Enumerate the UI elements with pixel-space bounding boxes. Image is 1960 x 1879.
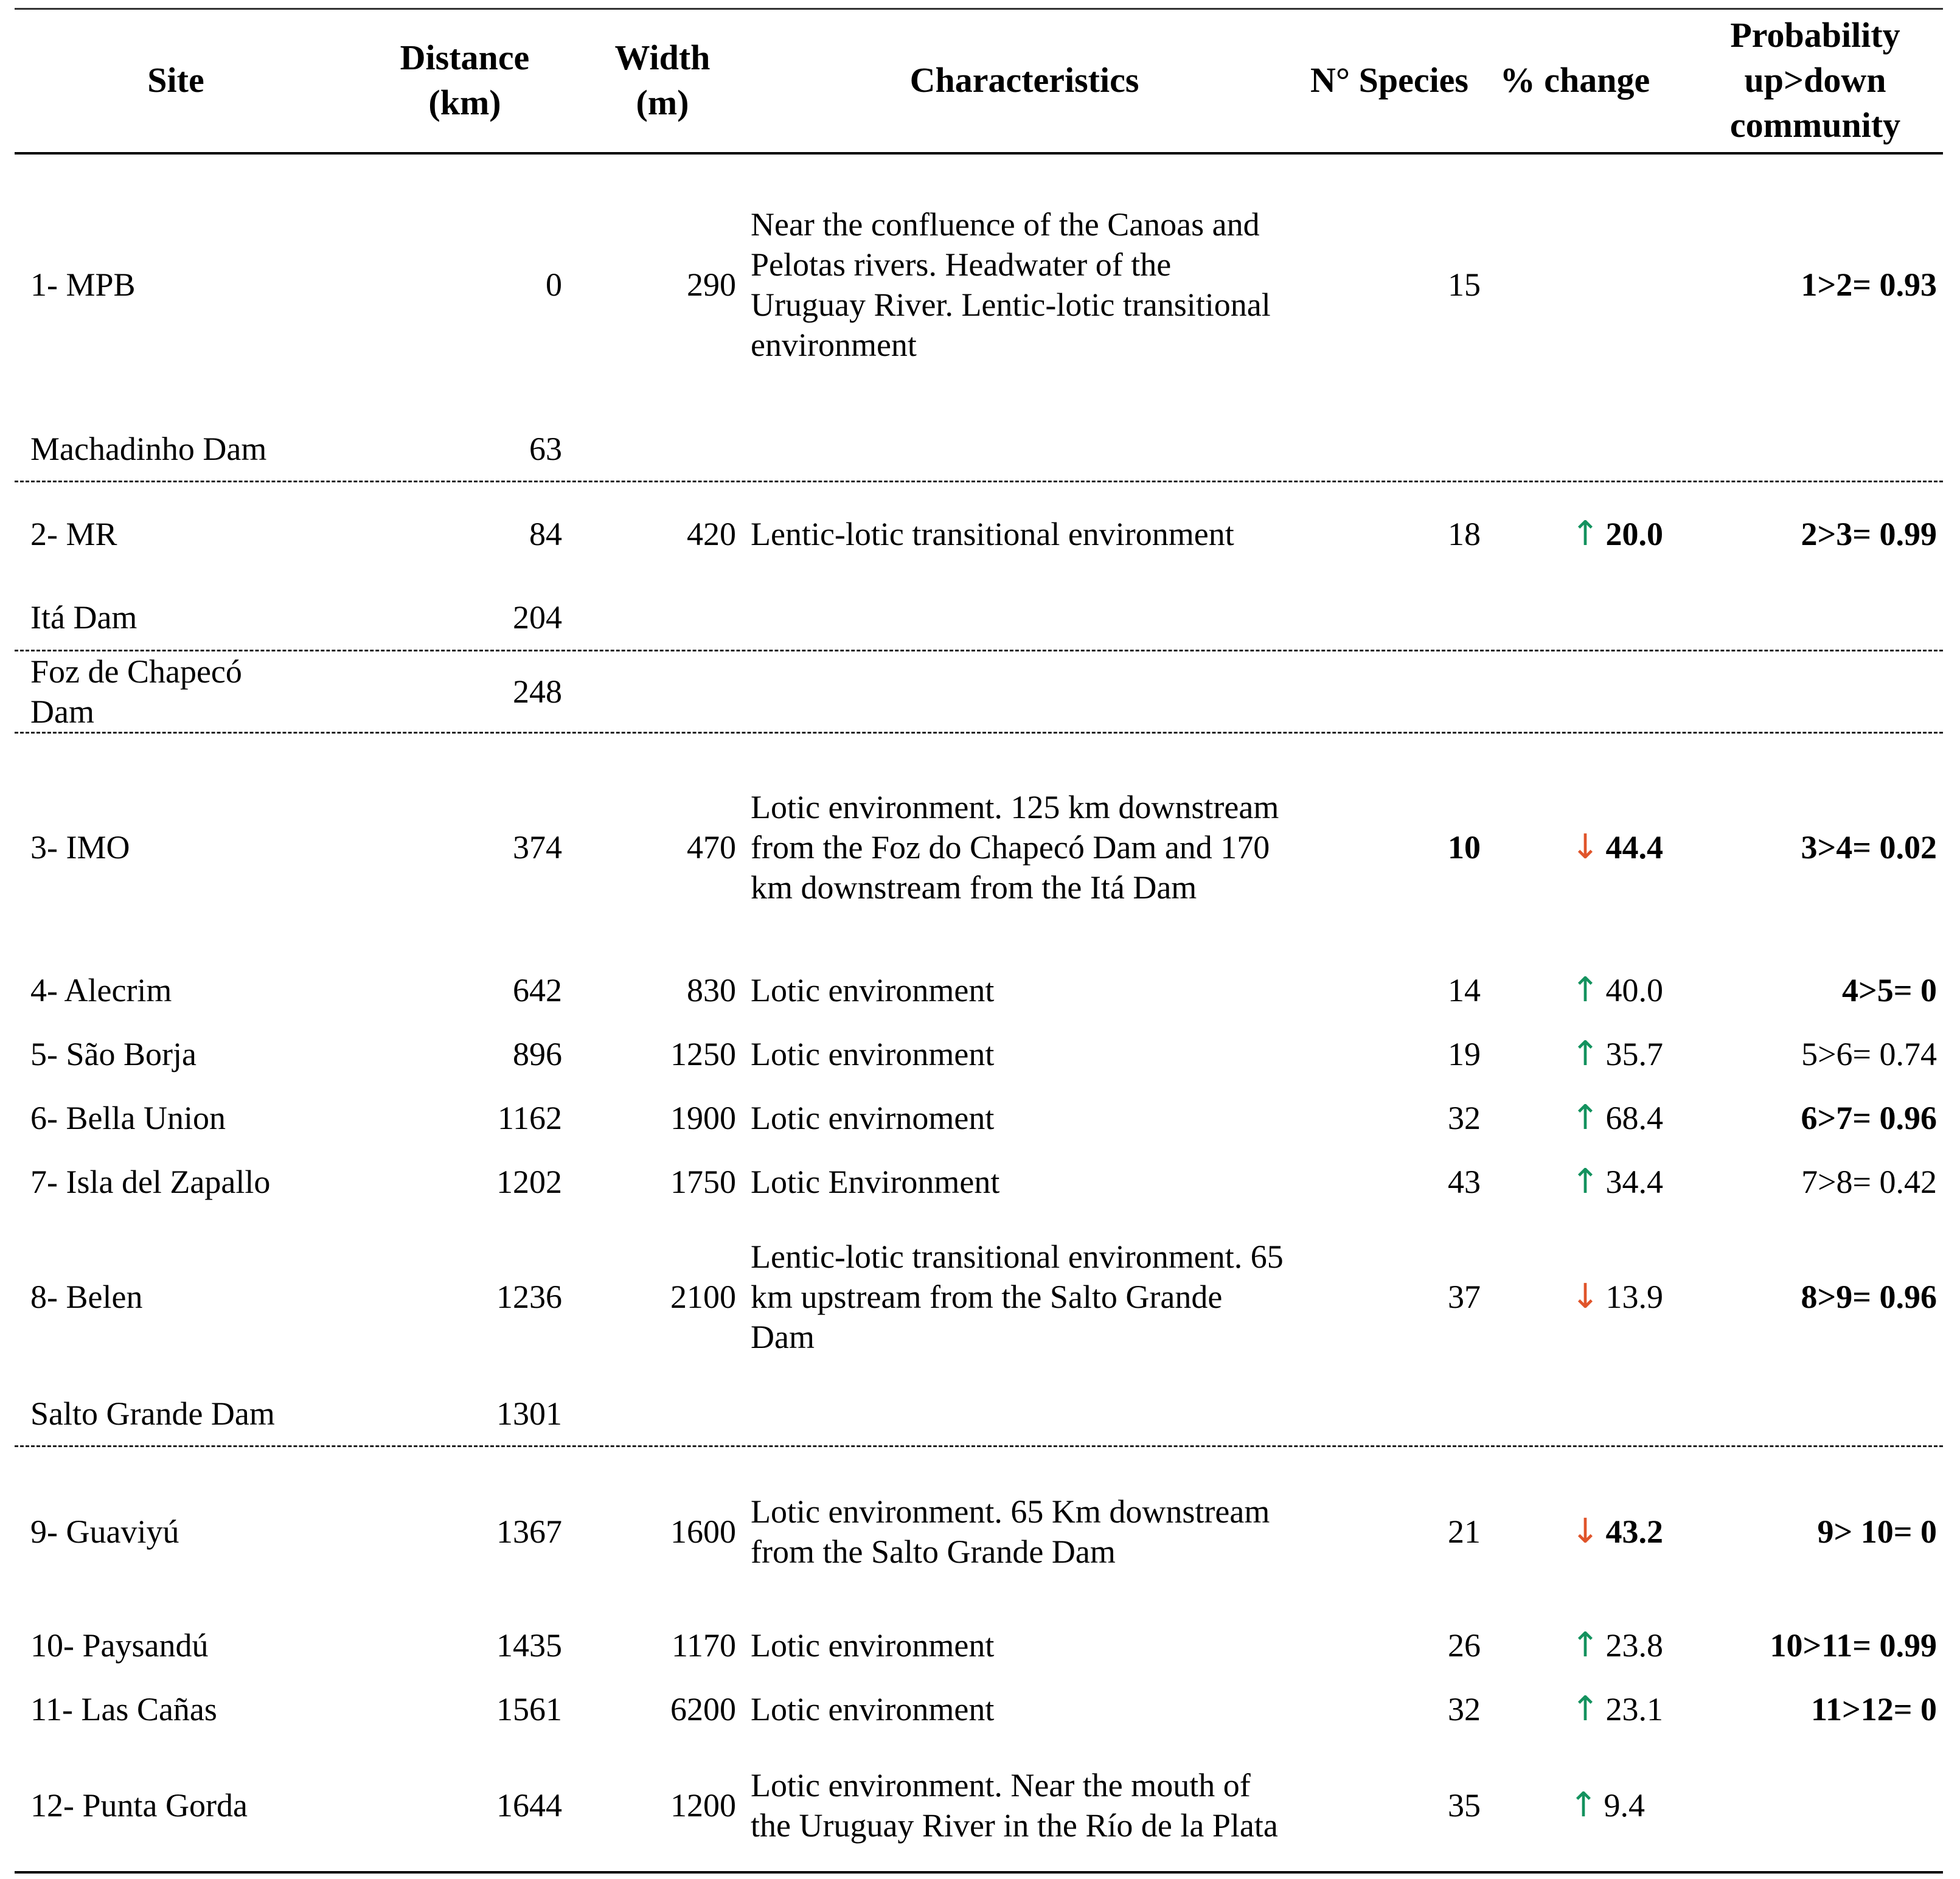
change-cell [1487,970,1663,1010]
change-cell [1487,1218,1663,1376]
table-row-dam [15,429,1943,469]
characteristics-cell: Lotic environment [751,972,995,1009]
species-cell: 32 [1448,1100,1481,1136]
characteristics-cell: Lotic environment. 125 km downstream from the Foz do Chapecó Dam and 170 km downstream from the Itá Dam [751,789,1279,906]
change-cell [1487,1162,1663,1202]
site-cell: 8- Belen [30,1279,143,1315]
change-value: 34.4 [1605,1164,1663,1200]
probability-cell: 5>6= 0.74 [1801,1036,1937,1072]
species-table [15,0,1943,1879]
site-cell: 3- IMO [30,829,130,866]
characteristics-cell: Near the confluence of the Canoas and Pelotas rivers. Headwater of the Uruguay River. Lentic-lotic transitional environment [751,206,1271,363]
site-cell: Machadinho Dam [30,431,267,467]
table-row [15,735,1943,960]
characteristics-cell: Lentic-lotic transitional environment [751,516,1234,552]
site-cell: 5- São Borja [30,1036,196,1072]
species-cell: 26 [1448,1627,1481,1664]
width-cell: 1600 [670,1513,736,1550]
probability-cell: 1>2= 0.93 [1801,266,1937,303]
probability-cell: 2>3= 0.99 [1801,516,1937,552]
species-cell: 37 [1448,1279,1481,1315]
distance-cell: 0 [546,266,562,303]
table-row [15,1162,1943,1202]
site-cell: 1- MPB [30,266,136,303]
width-cell: 1250 [670,1036,736,1072]
header-characteristics: Characteristics [909,60,1139,100]
width-cell: 1200 [670,1787,736,1824]
distance-cell: 896 [513,1036,562,1072]
site-cell: 12- Punta Gorda [30,1787,248,1824]
species-cell: 21 [1448,1513,1481,1550]
up-arrow-icon: ↑ [1571,1162,1600,1201]
distance-cell: 1162 [498,1100,562,1136]
table-row-dam [15,1394,1943,1434]
probability-cell: 9> 10= 0 [1817,1513,1937,1550]
width-cell: 420 [687,516,736,552]
characteristics-cell: Lotic environment [751,1691,995,1728]
characteristics-cell: Lotic environment [751,1036,995,1072]
change-cell [1487,735,1663,960]
change-value: 9.4 [1604,1787,1645,1824]
species-cell: 15 [1448,266,1481,303]
width-cell: 6200 [670,1691,736,1728]
change-value: 40.0 [1605,972,1663,1009]
distance-cell: 1367 [496,1513,562,1550]
width-cell: 1170 [672,1627,736,1664]
table-row [15,157,1943,412]
header-probability: Probability up>down community [1729,15,1901,145]
distance-cell: 642 [513,972,562,1009]
species-cell: 18 [1448,516,1481,552]
distance-cell: 1435 [496,1627,562,1664]
probability-cell: 3>4= 0.02 [1801,829,1937,866]
table-row-dam [15,597,1943,637]
width-cell: 830 [687,972,736,1009]
width-cell: 2100 [670,1279,736,1315]
dashed-rule [15,650,1943,651]
up-arrow-icon: ↑ [1571,1034,1600,1074]
species-cell: 10 [1448,829,1481,866]
characteristics-cell: Lotic environment. 65 Km downstream from the Salto Grande Dam [751,1493,1270,1570]
probability-cell: 8>9= 0.96 [1801,1279,1937,1315]
characteristics-cell: Lotic envirnoment [751,1100,995,1136]
probability-cell: 7>8= 0.42 [1801,1164,1937,1200]
site-cell: 4- Alecrim [30,972,172,1009]
down-arrow-icon: ↓ [1571,827,1600,867]
change-cell [1487,157,1663,412]
change-cell [1487,1098,1663,1138]
dashed-rule [15,1445,1943,1447]
header-distance: Distance (km) [400,38,530,122]
change-cell [1487,1745,1645,1866]
header-change: % change [1500,60,1650,100]
probability-cell: 11>12= 0 [1810,1691,1937,1728]
species-cell: 19 [1448,1036,1481,1072]
distance-cell: 63 [529,431,562,467]
up-arrow-icon: ↑ [1569,1785,1598,1825]
table-row [15,1625,1943,1665]
header-rule [15,152,1943,155]
down-arrow-icon: ↓ [1571,1277,1600,1316]
distance-cell: 1301 [496,1395,562,1432]
up-arrow-icon: ↑ [1571,1689,1600,1729]
species-cell: 43 [1448,1164,1481,1200]
table-row [15,1098,1943,1138]
width-cell: 470 [687,829,736,866]
table-row [15,1745,1943,1866]
distance-cell: 204 [513,599,562,636]
change-cell [1487,1689,1663,1729]
change-value: 20.0 [1605,516,1663,552]
change-cell [1487,1448,1663,1615]
up-arrow-icon: ↑ [1571,1098,1600,1137]
characteristics-cell: Lotic environment. Near the mouth of the Uruguay River in the Río de la Plata [751,1767,1278,1844]
distance-cell: 374 [513,829,562,866]
change-value: 68.4 [1605,1100,1663,1136]
characteristics-cell: Lotic Environment [751,1164,1000,1200]
table-row [15,514,1943,554]
down-arrow-icon: ↓ [1571,1511,1600,1551]
distance-cell: 1561 [496,1691,562,1728]
table-row [15,970,1943,1010]
table-row-dam [15,652,1943,731]
probability-cell: 4>5= 0 [1841,972,1937,1009]
distance-cell: 1202 [496,1164,562,1200]
characteristics-cell: Lentic-lotic transitional environment. 65 km upstream from the Salto Grande Dam [751,1238,1284,1355]
site-cell: 10- Paysandú [30,1627,209,1664]
site-cell: 7- Isla del Zapallo [30,1164,271,1200]
characteristics-cell: Lotic environment [751,1627,995,1664]
site-cell: 6- Bella Union [30,1100,226,1136]
header-width: Width (m) [614,38,711,122]
table-row [15,1448,1943,1615]
change-value: 35.7 [1605,1036,1663,1072]
width-cell: 1900 [670,1100,736,1136]
site-cell: 2- MR [30,516,117,552]
change-value: 13.9 [1605,1279,1663,1315]
change-cell [1487,514,1663,554]
species-cell: 35 [1448,1787,1481,1824]
site-cell: Itá Dam [30,599,137,636]
site-cell: Salto Grande Dam [30,1395,275,1432]
probability-cell: 6>7= 0.96 [1801,1100,1937,1136]
up-arrow-icon: ↑ [1571,1625,1600,1665]
species-cell: 32 [1448,1691,1481,1728]
distance-cell: 1644 [496,1787,562,1824]
header-site: Site [147,60,204,100]
table-row [15,1689,1943,1729]
dashed-rule [15,481,1943,482]
site-cell: 9- Guaviyú [30,1513,179,1550]
distance-cell: 248 [513,673,562,710]
dashed-rule [15,732,1943,734]
change-value: 23.8 [1605,1627,1663,1664]
change-value: 44.4 [1605,829,1663,866]
header-species: N° Species [1310,60,1468,100]
width-cell: 1750 [670,1164,736,1200]
table-row [15,1218,1943,1376]
site-cell: 11- Las Cañas [30,1691,217,1728]
change-cell [1487,1034,1663,1074]
change-value: 23.1 [1605,1691,1663,1728]
distance-cell: 84 [529,516,562,552]
up-arrow-icon: ↑ [1571,514,1600,554]
table-bottom-rule [15,1871,1943,1874]
distance-cell: 1236 [496,1279,562,1315]
width-cell: 290 [687,266,736,303]
change-value: 43.2 [1605,1513,1663,1550]
table-row [15,1034,1943,1074]
change-cell [1487,1625,1663,1665]
probability-cell: 10>11= 0.99 [1770,1627,1937,1664]
species-cell: 14 [1448,972,1481,1009]
site-cell: Foz de Chapecó Dam [30,653,242,730]
up-arrow-icon: ↑ [1571,970,1600,1010]
